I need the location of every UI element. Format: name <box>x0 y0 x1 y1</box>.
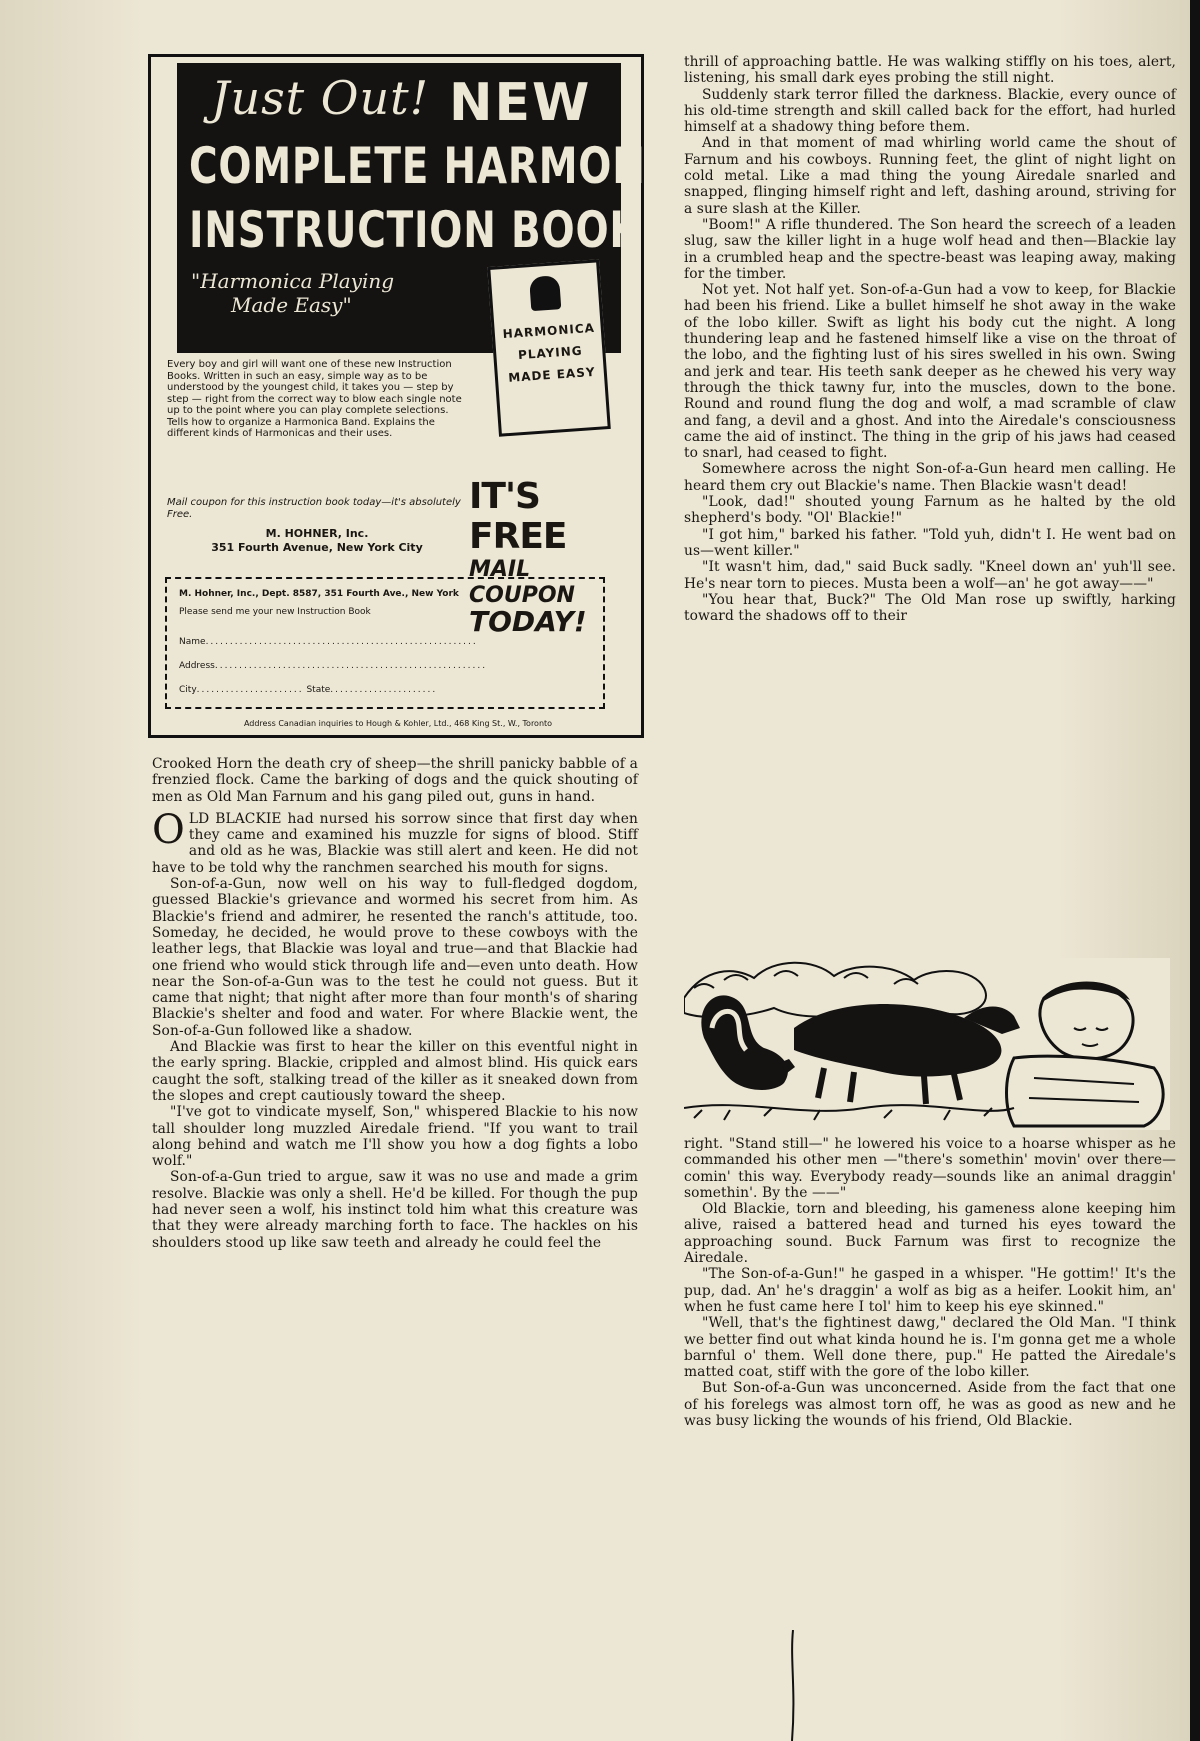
coupon-city-field <box>179 685 437 695</box>
coupon-name-field <box>179 637 478 647</box>
paragraph-dropcap <box>152 806 638 876</box>
coupon-name-label: Name <box>179 637 206 647</box>
mail-coupon <box>165 577 605 709</box>
paragraph: But Son-of-a-Gun was unconcerned. Aside from the fact that one of his forelegs was almost torn off, he was as good as new and he was busy licking the wounds of his friend, Old Blackie. <box>684 1380 1176 1430</box>
book-title-line-3: MADE EASY <box>507 364 596 385</box>
paragraph: Not yet. Not half yet. Son-of-a-Gun had a vow to keep, for Blackie had been his friend. Like a bullet himself he shot away in the wake of the lobo killer. Swift as light his body cut the night. A long thundering leap and he fastened himself like a vise on the throat of the lobo, and the fighting lust of his sires swelled in his own. Swing and jerk and tear. His teeth sank deeper as he chewed his very way through the thick tawny fur, into the muscles, down to the bone. Round and round flung the dog and wolf, a mad scramble of claw and fang, a devil and a ghost. And into the Airedale's consciousness came the aid of instinct. The thing in the grip of his jaws had ceased to snarl, had ceased to fight. <box>684 282 1176 462</box>
ad-just-out-text: Just Out! <box>211 71 430 125</box>
instruction-book-illustration <box>487 259 611 436</box>
paragraph: Son-of-a-Gun tried to argue, saw it was no use and made a grim resolve. Blackie was only a shell. He'd be killed. For though the pup had never seen a wolf, his instinct told him what this creature was that they were already marching forth to face. The hackles on his shoulders stood up like saw teeth and already he could feel the <box>152 1169 638 1251</box>
ad-free-line-2: MAIL COUPON <box>469 557 575 608</box>
coupon-state-dots: ...................... <box>330 685 438 695</box>
coupon-header: M. Hohner, Inc., Dept. 8587, 351 Fourth Ave., New York <box>179 589 459 599</box>
paragraph: "Well, that's the fightinest dawg," declared the Old Man. "I think we better find out what kinda hound he is. I'm gonna get me a whole barnful o' them. Well done there, pup." He patted the Airedale's matted coat, stiff with the gore of the lobo killer. <box>684 1315 1176 1381</box>
ad-company-address: 351 Fourth Avenue, New York City <box>211 541 423 554</box>
story-left-column <box>152 756 638 1251</box>
paragraph: "I've got to vindicate myself, Son," whispered Blackie to his now tall shoulder long muzzled Airedale friend. "If you want to trail along behind and watch me I'll show you how a dog fights a lobo wolf." <box>152 1104 638 1170</box>
book-title-line-2: PLAYING <box>517 343 584 363</box>
story-right-column-bottom <box>684 1136 1176 1429</box>
paragraph: Crooked Horn the death cry of sheep—the shrill panicky babble of a frenzied flock. Came the barking of dogs and the quick shouting of men as Old Man Farnum and his gang piled out, guns in hand. <box>152 756 638 805</box>
paragraph: "The Son-of-a-Gun!" he gasped in a whisper. "He gottim!' It's the pup, dad. An' he's draggin' a wolf as big as a heifer. Lookit him, an' when he fust came here I tol' him to keep his eye skinned." <box>684 1266 1176 1315</box>
paragraph: Somewhere across the night Son-of-a-Gun heard men calling. He heard them cry out Blackie's name. Then Blackie wasn't dead! <box>684 461 1176 494</box>
coupon-state-label: State <box>306 685 331 695</box>
ad-subtitle-line-1: "Harmonica Playing <box>191 269 395 293</box>
book-title-line-1: HARMONICA <box>502 320 596 342</box>
paragraph: "Boom!" A rifle thundered. The Son heard the screech of a leaden slug, saw the killer light in a huge wolf head and then—Blackie lay in a crumbled heap and the spectre-beast was leaping away, making for the timber. <box>684 216 1176 282</box>
pen-mark <box>790 1630 796 1741</box>
paragraph: And in that moment of mad whirling world came the shout of Farnum and his cowboys. Running feet, the glint of night light on cold metal. Like a mad thing the young Airedale snarled and snapped, flinging himself right and left, dashing around, striving for a sure slash at the Killer. <box>684 135 1176 217</box>
harmonica-advertisement <box>148 54 722 738</box>
illustration-drawing <box>684 958 1170 1130</box>
paragraph: right. "Stand still—" he lowered his voice to a hoarse whisper as he commanded his other men —"there's somethin' movin' over there—comin' this way. Everybody ready—sounds like an animal draggin' somethin'. By the ——" <box>684 1136 1176 1201</box>
book-cover-title <box>498 317 602 390</box>
paragraph: "You hear that, Buck?" The Old Man rose up swiftly, harking toward the shadows off to their <box>684 591 1176 625</box>
paragraph: Old Blackie, torn and bleeding, his gameness alone keeping him alive, raised a battered head and turned his eyes toward the approaching sound. Buck Farnum was first to recognize the Airedale. <box>684 1201 1176 1267</box>
coupon-city-dots: ...................... <box>196 685 304 695</box>
ad-mail-note: Mail coupon for this instruction book today—it's absolutely Free. <box>167 497 461 520</box>
coupon-address-label: Address <box>179 661 215 671</box>
page-edge-shadow <box>1190 0 1200 1741</box>
coupon-address-dots: ........................................................ <box>214 661 488 671</box>
coupon-address-field <box>179 661 487 671</box>
harmonica-player-icon <box>529 275 561 311</box>
ad-title-line-1: COMPLETE HARMONICA <box>189 137 722 195</box>
coupon-request: Please send me your new Instruction Book <box>179 607 371 617</box>
ad-title-line-2: INSTRUCTION BOOK... <box>189 201 688 259</box>
ad-subtitle <box>191 269 451 317</box>
story-right-column-top <box>684 54 1176 624</box>
ad-new-label: NEW <box>449 73 592 133</box>
ad-free-line-1: IT'S FREE <box>469 476 567 557</box>
ad-company-block <box>167 527 467 555</box>
coupon-name-dots: ........................................................ <box>205 637 478 647</box>
ad-company-name: M. HOHNER, Inc. <box>265 527 369 540</box>
ad-body-text: Every boy and girl will want one of these new Instruction Books. Written in such an easy, simple way as to be understood by the youngest child, it takes you — step by step — right from the correct way to blow each single note up to the point where you can play complete selections. Tells how to organize a Harmonica Band. Explains the different kinds of Harmonicas and their uses. <box>167 359 462 439</box>
coupon-city-label: City <box>179 685 197 695</box>
paragraph: "It wasn't him, dad," said Buck sadly. "Kneel down an' yuh'll see. He's near torn to pieces. Musta been a wolf—an' he got away——" <box>684 559 1176 592</box>
dogs-and-boy-illustration <box>684 958 1170 1130</box>
paragraph: Suddenly stark terror filled the darkness. Blackie, every ounce of his old-time strength and skill called back for the effort, had hurled himself at a shadowy thing before them. <box>684 86 1176 136</box>
ad-free-line-3: TODAY! <box>469 605 587 638</box>
paragraph: "Look, dad!" shouted young Farnum as he halted by the old shepherd's body. "Ol' Blackie!" <box>684 494 1176 527</box>
paragraph: And Blackie was first to hear the killer on this eventful night in the early spring. Blackie, crippled and almost blind. His quick ears caught the soft, stalking tread of the killer as it sneaked down from the slopes and crept cautiously toward the sheep. <box>152 1039 638 1104</box>
ad-canada-note: Address Canadian inquiries to Hough & Kohler, Ltd., 468 King St., W., Toronto <box>243 719 553 728</box>
paragraph-text: LD BLACKIE had nursed his sorrow since that first day when they came and examined his muzzle for signs of blood. Stiff and old as he was, Blackie was still alert and keen. He did not have to be told why the ranchmen searched his mouth for signs. <box>152 810 638 876</box>
paragraph: thrill of approaching battle. He was walking stiffly on his toes, alert, listening, his small dark eyes probing the still night. <box>684 54 1176 87</box>
paragraph: "I got him," barked his father. "Told yuh, didn't I. He went bad on us—went killer." <box>684 526 1176 559</box>
paragraph: Son-of-a-Gun, now well on his way to full-fledged dogdom, guessed Blackie's grievance and wormed his secret from him. As Blackie's friend and admirer, he resented the ranch's attitude, too. Someday, he decided, he would prove to these cowboys with the leather legs, that Blackie was loyal and true—and that Blackie had one friend who would stick through life and—even unto death. How near the Son-of-a-Gun was to the test he could not guess. But it came that night; that night after more than four month's of sharing Blackie's shelter and food and water. For where Blackie went, the Son-of-a-Gun followed like a shadow. <box>152 876 638 1039</box>
drop-cap: O <box>152 806 185 853</box>
ad-subtitle-line-2: Made Easy" <box>231 293 352 317</box>
